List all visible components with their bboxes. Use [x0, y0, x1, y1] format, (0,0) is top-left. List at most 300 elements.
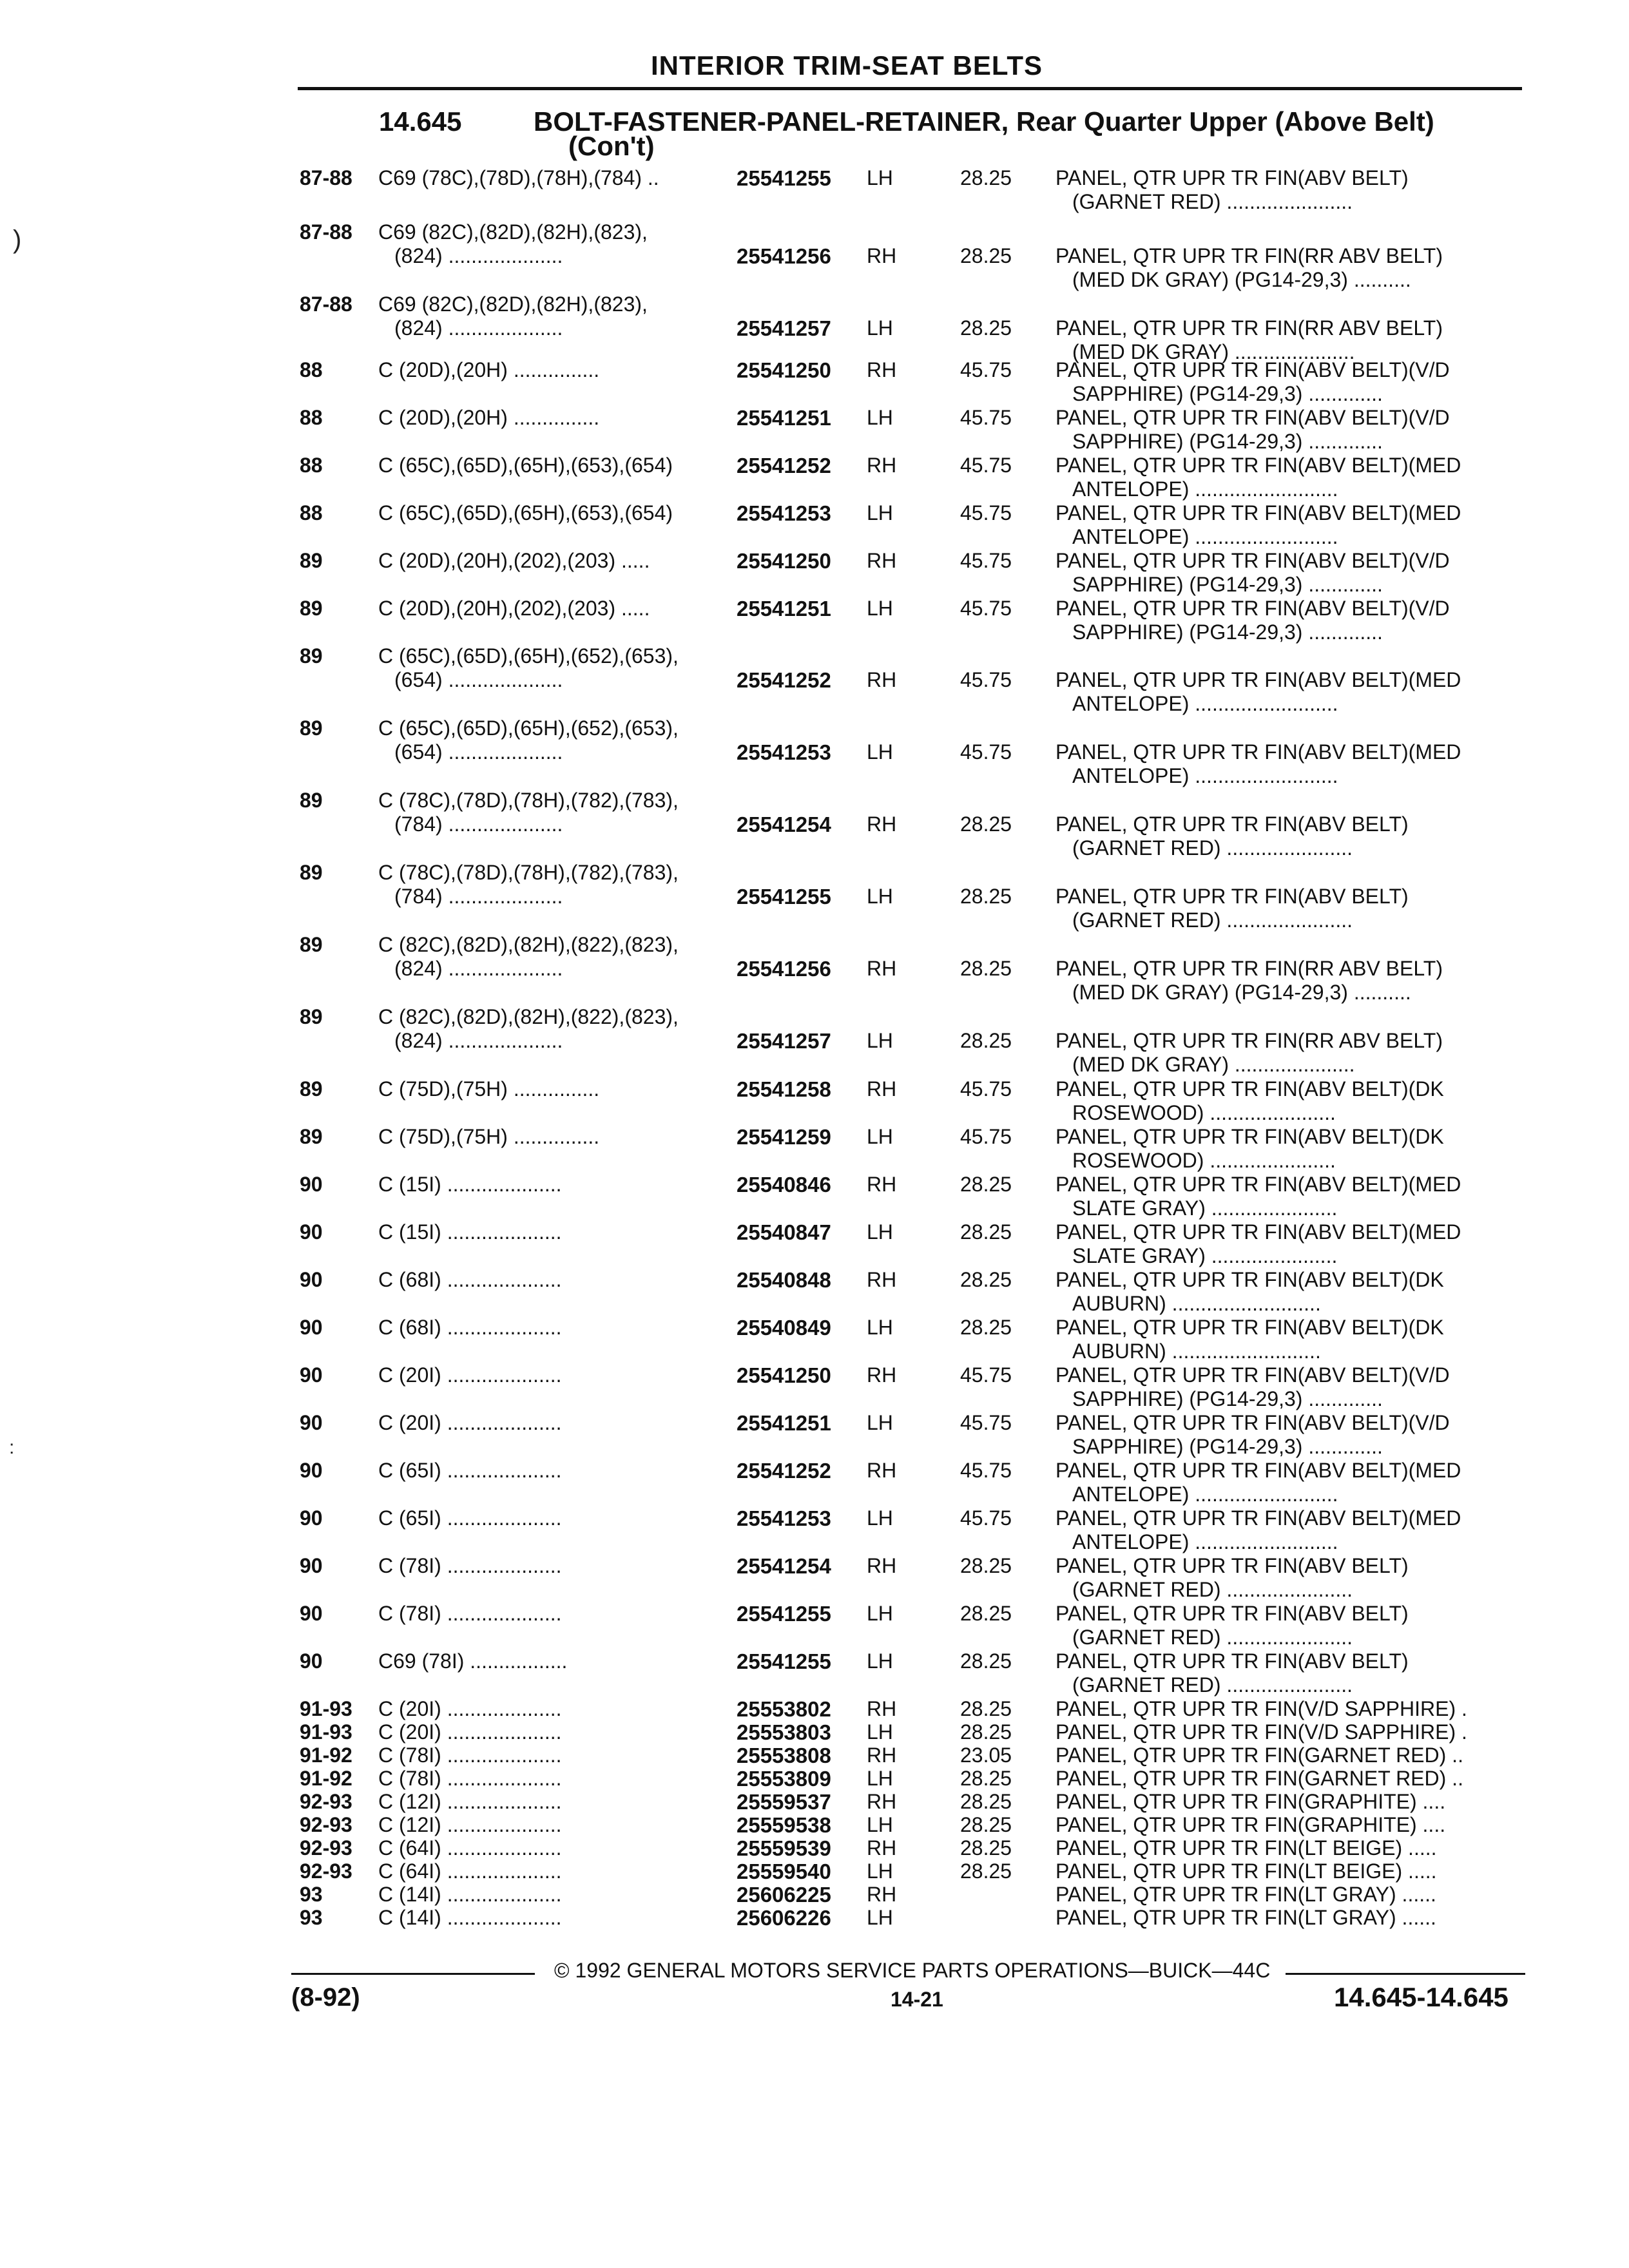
year-cell: 92-93 [300, 1790, 352, 1813]
description-line-2: (GARNET RED) ...................... [1072, 1626, 1353, 1649]
application-line-1: C (68I) .................... [378, 1316, 562, 1339]
application-line-1: C (65C),(65D),(65H),(653),(654) [378, 501, 673, 524]
application-line-2: (824) .................... [394, 957, 563, 980]
application-cell [378, 406, 726, 430]
year-cell: 89 [300, 1005, 323, 1028]
application-line-1: C69 (78C),(78D),(78H),(784) .. [378, 166, 659, 189]
year-cell: 91-93 [300, 1697, 352, 1720]
description-cell [1055, 1125, 1519, 1173]
application-cell [378, 1836, 726, 1860]
application-line-2: (654) .................... [394, 668, 563, 691]
side-cell: RH [867, 244, 897, 267]
application-cell [378, 1316, 726, 1340]
description-cell [1055, 1697, 1519, 1721]
footer-date: (8-92) [291, 1983, 360, 2012]
application-cell [378, 1813, 726, 1837]
description-line-1: PANEL, QTR UPR TR FIN(ABV BELT)(MED [1055, 1173, 1461, 1196]
application-cell [378, 293, 726, 340]
description-cell [1055, 358, 1519, 406]
description-line-2: ANTELOPE) ......................... [1072, 1483, 1338, 1506]
description-cell [1055, 1720, 1519, 1744]
description-line-1: PANEL, QTR UPR TR FIN(ABV BELT)(DK [1055, 1316, 1444, 1339]
description-line-1: PANEL, QTR UPR TR FIN(GRAPHITE) .... [1055, 1813, 1446, 1836]
application-cell [378, 1697, 726, 1721]
description-cell [1055, 454, 1519, 501]
year-cell: 89 [300, 1077, 323, 1100]
application-line-1: C (78I) .................... [378, 1767, 562, 1790]
side-cell: LH [867, 501, 893, 524]
part-number: 25541256 [737, 244, 831, 268]
application-cell [378, 1125, 726, 1149]
description-cell [1055, 1813, 1519, 1837]
application-cell [378, 716, 726, 764]
part-number: 25541257 [737, 1029, 831, 1053]
side-cell: LH [867, 740, 893, 764]
application-cell [378, 1602, 726, 1626]
description-line-1: PANEL, QTR UPR TR FIN(GARNET RED) .. [1055, 1744, 1463, 1767]
description-cell [1055, 668, 1519, 716]
application-cell [378, 1649, 726, 1673]
footer-copyright: © 1992 GENERAL MOTORS SERVICE PARTS OPERATIONS—BUICK—44C [554, 1959, 1271, 1982]
application-line-2: (824) .................... [394, 1029, 563, 1052]
application-line-1: C (75D),(75H) ............... [378, 1125, 600, 1148]
side-cell: LH [867, 1125, 893, 1148]
part-number: 25541257 [737, 316, 831, 340]
side-cell: LH [867, 1029, 893, 1052]
price-cell: 45.75 [960, 668, 1012, 691]
part-number: 25541253 [737, 501, 831, 525]
footer-section-range: 14.645-14.645 [1334, 1982, 1509, 2012]
application-line-1: C (78I) .................... [378, 1602, 562, 1625]
side-cell: LH [867, 1220, 893, 1244]
part-number: 25541255 [737, 885, 831, 908]
description-line-1: PANEL, QTR UPR TR FIN(ABV BELT)(MED [1055, 668, 1461, 691]
price-cell: 28.25 [960, 957, 1012, 980]
description-line-1: PANEL, QTR UPR TR FIN(ABV BELT)(V/D [1055, 1363, 1450, 1387]
description-line-2: ANTELOPE) ......................... [1072, 692, 1338, 715]
price-cell: 28.25 [960, 1173, 1012, 1196]
description-line-1: PANEL, QTR UPR TR FIN(ABV BELT)(DK [1055, 1077, 1444, 1100]
description-line-2: SAPPHIRE) (PG14-29,3) ............. [1072, 382, 1383, 405]
description-line-2: (MED DK GRAY) (PG14-29,3) .......... [1072, 268, 1411, 291]
description-cell [1055, 501, 1519, 549]
part-number: 25541255 [737, 166, 831, 190]
section-continued: (Con't) [568, 131, 655, 161]
description-cell [1055, 740, 1519, 788]
description-line-2: (MED DK GRAY) ..................... [1072, 1053, 1355, 1076]
price-cell: 45.75 [960, 1125, 1012, 1148]
part-number: 25541258 [737, 1077, 831, 1101]
side-cell: LH [867, 885, 893, 908]
application-line-1: C (65C),(65D),(65H),(652),(653), [378, 644, 679, 668]
application-line-1: C (20I) .................... [378, 1411, 562, 1434]
year-cell: 87-88 [300, 220, 352, 244]
description-cell [1055, 597, 1519, 644]
description-line-1: PANEL, QTR UPR TR FIN(V/D SAPPHIRE) . [1055, 1697, 1467, 1720]
side-cell: LH [867, 1316, 893, 1339]
application-line-1: C (82C),(82D),(82H),(822),(823), [378, 1005, 679, 1028]
description-line-2: SAPPHIRE) (PG14-29,3) ............. [1072, 573, 1383, 596]
description-line-1: PANEL, QTR UPR TR FIN(V/D SAPPHIRE) . [1055, 1720, 1467, 1744]
description-line-2: (GARNET RED) ...................... [1072, 190, 1353, 213]
application-cell [378, 358, 726, 382]
footer-rule-right [1286, 1973, 1525, 1975]
application-cell [378, 1767, 726, 1791]
application-cell [378, 1459, 726, 1483]
part-number: 25541252 [737, 668, 831, 692]
side-cell: RH [867, 1744, 897, 1767]
description-line-1: PANEL, QTR UPR TR FIN(LT BEIGE) ..... [1055, 1860, 1437, 1883]
application-line-2: (654) .................... [394, 740, 563, 764]
side-cell: RH [867, 812, 897, 836]
price-cell: 23.05 [960, 1744, 1012, 1767]
description-cell [1055, 1411, 1519, 1459]
year-cell: 90 [300, 1220, 323, 1244]
application-cell [378, 1268, 726, 1292]
description-cell [1055, 1173, 1519, 1220]
application-cell [378, 1744, 726, 1767]
application-cell [378, 1173, 726, 1196]
part-number: 25541252 [737, 1459, 831, 1483]
part-number: 25541254 [737, 1554, 831, 1578]
side-cell: RH [867, 549, 897, 572]
footer-page-number: 14-21 [891, 1988, 943, 2011]
application-cell [378, 933, 726, 981]
application-cell [378, 1906, 726, 1930]
description-cell [1055, 1459, 1519, 1506]
description-cell [1055, 1767, 1519, 1791]
application-cell [378, 789, 726, 836]
description-line-2: SAPPHIRE) (PG14-29,3) ............. [1072, 1435, 1383, 1458]
application-line-1: C (20I) .................... [378, 1363, 562, 1387]
application-cell [378, 501, 726, 525]
description-line-1: PANEL, QTR UPR TR FIN(GRAPHITE) .... [1055, 1790, 1446, 1813]
application-cell [378, 861, 726, 908]
side-cell: RH [867, 1268, 897, 1291]
part-number: 25540847 [737, 1220, 831, 1244]
part-number: 25541255 [737, 1602, 831, 1626]
application-line-2: (824) .................... [394, 244, 563, 267]
part-number: 25541256 [737, 957, 831, 981]
application-line-1: C (65I) .................... [378, 1459, 562, 1482]
price-cell: 45.75 [960, 597, 1012, 620]
description-cell [1055, 549, 1519, 597]
application-line-1: C (14I) .................... [378, 1883, 562, 1906]
year-cell: 90 [300, 1602, 323, 1625]
part-number: 25541259 [737, 1125, 831, 1149]
year-cell: 88 [300, 358, 323, 381]
year-cell: 93 [300, 1906, 323, 1929]
application-line-1: C (12I) .................... [378, 1813, 562, 1836]
side-cell: LH [867, 406, 893, 429]
application-cell [378, 1720, 726, 1744]
description-line-1: PANEL, QTR UPR TR FIN(ABV BELT)(MED [1055, 1459, 1461, 1482]
year-cell: 90 [300, 1411, 323, 1434]
footer-rule-left [291, 1973, 535, 1975]
description-cell [1055, 1554, 1519, 1602]
part-number: 25541254 [737, 812, 831, 836]
description-line-1: PANEL, QTR UPR TR FIN(ABV BELT)(V/D [1055, 597, 1450, 620]
section-number: 14.645 [379, 106, 462, 137]
side-cell: RH [867, 1697, 897, 1720]
description-cell [1055, 1316, 1519, 1363]
price-cell: 28.25 [960, 1720, 1012, 1744]
year-cell: 92-93 [300, 1836, 352, 1860]
description-line-1: PANEL, QTR UPR TR FIN(ABV BELT)(V/D [1055, 549, 1450, 572]
description-cell [1055, 1790, 1519, 1814]
side-cell: LH [867, 1860, 893, 1883]
description-cell [1055, 1602, 1519, 1649]
part-number: 25541255 [737, 1649, 831, 1673]
application-line-1: C (14I) .................... [378, 1906, 562, 1929]
price-cell: 45.75 [960, 549, 1012, 572]
price-cell: 45.75 [960, 740, 1012, 764]
price-cell: 28.25 [960, 1790, 1012, 1813]
price-cell: 28.25 [960, 1554, 1012, 1577]
part-number: 25541253 [737, 740, 831, 764]
description-line-1: PANEL, QTR UPR TR FIN(ABV BELT)(V/D [1055, 406, 1450, 429]
year-cell: 89 [300, 861, 323, 884]
price-cell: 45.75 [960, 1459, 1012, 1482]
application-line-2: (784) .................... [394, 885, 563, 908]
year-cell: 90 [300, 1316, 323, 1339]
description-line-1: PANEL, QTR UPR TR FIN(ABV BELT) [1055, 1554, 1409, 1577]
description-cell [1055, 1836, 1519, 1860]
part-number: 25559538 [737, 1813, 831, 1837]
year-cell: 90 [300, 1459, 323, 1482]
part-number: 25541251 [737, 406, 831, 430]
year-cell: 91-92 [300, 1767, 352, 1790]
description-line-2: ANTELOPE) ......................... [1072, 477, 1338, 501]
side-cell: RH [867, 1883, 897, 1906]
description-cell [1055, 244, 1519, 292]
year-cell: 93 [300, 1883, 323, 1906]
section-title: BOLT-FASTENER-PANEL-RETAINER, Rear Quarter Upper (Above Belt) [534, 106, 1434, 137]
description-line-2: (GARNET RED) ...................... [1072, 1578, 1353, 1601]
application-cell [378, 1411, 726, 1435]
year-cell: 88 [300, 406, 323, 429]
application-line-1: C (78I) .................... [378, 1554, 562, 1577]
description-line-1: PANEL, QTR UPR TR FIN(ABV BELT) [1055, 166, 1409, 189]
description-line-2: (GARNET RED) ...................... [1072, 836, 1353, 860]
part-number: 25559537 [737, 1790, 831, 1814]
application-line-1: C (78I) .................... [378, 1744, 562, 1767]
part-number: 25559539 [737, 1836, 831, 1860]
description-cell [1055, 1860, 1519, 1883]
part-number: 25540849 [737, 1316, 831, 1340]
application-cell [378, 1790, 726, 1814]
price-cell: 45.75 [960, 358, 1012, 381]
application-line-1: C (20D),(20H),(202),(203) ..... [378, 549, 650, 572]
year-cell: 92-93 [300, 1860, 352, 1883]
side-cell: LH [867, 1506, 893, 1530]
side-cell: RH [867, 1363, 897, 1387]
description-line-1: PANEL, QTR UPR TR FIN(ABV BELT)(MED [1055, 1220, 1461, 1244]
year-cell: 89 [300, 789, 323, 812]
application-line-1: C69 (78I) ................. [378, 1649, 568, 1673]
side-cell: RH [867, 1790, 897, 1813]
application-line-1: C (12I) .................... [378, 1790, 562, 1813]
application-cell [378, 166, 726, 190]
description-cell [1055, 1363, 1519, 1411]
part-number: 25553803 [737, 1720, 831, 1744]
year-cell: 90 [300, 1649, 323, 1673]
description-line-2: SAPPHIRE) (PG14-29,3) ............. [1072, 1387, 1383, 1410]
year-cell: 87-88 [300, 293, 352, 316]
application-cell [378, 1860, 726, 1883]
price-cell: 28.25 [960, 885, 1012, 908]
price-cell: 28.25 [960, 166, 1012, 189]
price-cell: 28.25 [960, 1029, 1012, 1052]
description-line-1: PANEL, QTR UPR TR FIN(RR ABV BELT) [1055, 1029, 1443, 1052]
price-cell: 28.25 [960, 1697, 1012, 1720]
year-cell: 89 [300, 549, 323, 572]
application-line-2: (824) .................... [394, 316, 563, 340]
application-cell [378, 1883, 726, 1907]
price-cell: 45.75 [960, 501, 1012, 524]
side-cell: LH [867, 1767, 893, 1790]
application-cell [378, 1077, 726, 1101]
side-cell: LH [867, 1602, 893, 1625]
description-cell [1055, 1506, 1519, 1554]
side-cell: RH [867, 1459, 897, 1482]
description-line-1: PANEL, QTR UPR TR FIN(RR ABV BELT) [1055, 316, 1443, 340]
side-cell: LH [867, 166, 893, 189]
year-cell: 87-88 [300, 166, 352, 189]
description-line-1: PANEL, QTR UPR TR FIN(LT GRAY) ...... [1055, 1883, 1436, 1906]
description-line-1: PANEL, QTR UPR TR FIN(ABV BELT)(MED [1055, 740, 1461, 764]
side-cell: LH [867, 1906, 893, 1929]
year-cell: 89 [300, 1125, 323, 1148]
price-cell: 28.25 [960, 812, 1012, 836]
description-line-1: PANEL, QTR UPR TR FIN(ABV BELT)(DK [1055, 1268, 1444, 1291]
price-cell: 28.25 [960, 316, 1012, 340]
application-line-1: C (20D),(20H),(202),(203) ..... [378, 597, 650, 620]
description-cell [1055, 166, 1519, 214]
description-line-2: ROSEWOOD) ...................... [1072, 1149, 1336, 1172]
application-cell [378, 1363, 726, 1387]
description-cell [1055, 1744, 1519, 1767]
description-cell [1055, 1883, 1519, 1907]
description-line-1: PANEL, QTR UPR TR FIN(ABV BELT)(MED [1055, 501, 1461, 524]
part-number: 25606225 [737, 1883, 831, 1907]
year-cell: 89 [300, 644, 323, 668]
side-cell: RH [867, 1173, 897, 1196]
description-line-1: PANEL, QTR UPR TR FIN(ABV BELT)(V/D [1055, 358, 1450, 381]
side-cell: RH [867, 1554, 897, 1577]
application-line-1: C (15I) .................... [378, 1220, 562, 1244]
description-line-1: PANEL, QTR UPR TR FIN(ABV BELT) [1055, 1649, 1409, 1673]
price-cell: 28.25 [960, 1767, 1012, 1790]
year-cell: 90 [300, 1506, 323, 1530]
part-number: 25540846 [737, 1173, 831, 1196]
part-number: 25541251 [737, 597, 831, 620]
price-cell: 28.25 [960, 1316, 1012, 1339]
description-line-1: PANEL, QTR UPR TR FIN(ABV BELT)(V/D [1055, 1411, 1450, 1434]
side-cell: RH [867, 1836, 897, 1860]
description-line-1: PANEL, QTR UPR TR FIN(ABV BELT)(DK [1055, 1125, 1444, 1148]
description-cell [1055, 1906, 1519, 1930]
side-cell: RH [867, 668, 897, 691]
year-cell: 89 [300, 597, 323, 620]
side-cell: RH [867, 957, 897, 980]
price-cell: 28.25 [960, 244, 1012, 267]
price-cell: 45.75 [960, 1506, 1012, 1530]
side-cell: RH [867, 454, 897, 477]
application-line-1: C (64I) .................... [378, 1860, 562, 1883]
description-line-2: SLATE GRAY) ...................... [1072, 1244, 1338, 1267]
application-cell [378, 1220, 726, 1244]
description-cell [1055, 1029, 1519, 1077]
side-cell: LH [867, 597, 893, 620]
application-line-1: C (20I) .................... [378, 1697, 562, 1720]
year-cell: 91-93 [300, 1720, 352, 1744]
part-number: 25553808 [737, 1744, 831, 1767]
year-cell: 89 [300, 933, 323, 956]
description-line-2: ANTELOPE) ......................... [1072, 1530, 1338, 1553]
application-line-1: C (82C),(82D),(82H),(822),(823), [378, 933, 679, 956]
margin-mark-colon: : [9, 1437, 15, 1458]
description-line-2: SAPPHIRE) (PG14-29,3) ............. [1072, 430, 1383, 453]
part-number: 25553802 [737, 1697, 831, 1721]
year-cell: 92-93 [300, 1813, 352, 1836]
year-cell: 90 [300, 1554, 323, 1577]
description-line-2: (MED DK GRAY) ..................... [1072, 340, 1355, 363]
part-number: 25559540 [737, 1860, 831, 1883]
description-cell [1055, 316, 1519, 364]
page-title: INTERIOR TRIM-SEAT BELTS [650, 50, 1043, 81]
application-line-1: C (65C),(65D),(65H),(652),(653), [378, 716, 679, 740]
description-line-1: PANEL, QTR UPR TR FIN(ABV BELT) [1055, 885, 1409, 908]
application-line-1: C (78C),(78D),(78H),(782),(783), [378, 789, 679, 812]
description-line-1: PANEL, QTR UPR TR FIN(ABV BELT)(MED [1055, 454, 1461, 477]
description-line-2: SAPPHIRE) (PG14-29,3) ............. [1072, 620, 1383, 644]
part-number: 25541253 [737, 1506, 831, 1530]
year-cell: 90 [300, 1173, 323, 1196]
application-line-1: C69 (82C),(82D),(82H),(823), [378, 293, 648, 316]
description-line-2: (MED DK GRAY) (PG14-29,3) .......... [1072, 981, 1411, 1004]
application-line-1: C (64I) .................... [378, 1836, 562, 1860]
description-cell [1055, 1077, 1519, 1125]
description-line-1: PANEL, QTR UPR TR FIN(LT GRAY) ...... [1055, 1906, 1436, 1929]
year-cell: 89 [300, 716, 323, 740]
year-cell: 88 [300, 454, 323, 477]
part-number: 25541250 [737, 1363, 831, 1387]
price-cell: 28.25 [960, 1220, 1012, 1244]
price-cell: 45.75 [960, 406, 1012, 429]
description-line-2: ROSEWOOD) ...................... [1072, 1101, 1336, 1124]
description-line-2: SLATE GRAY) ...................... [1072, 1196, 1338, 1220]
application-cell [378, 644, 726, 692]
year-cell: 88 [300, 501, 323, 524]
application-cell [378, 1005, 726, 1053]
application-line-1: C (20D),(20H) ............... [378, 406, 600, 429]
application-cell [378, 220, 726, 268]
description-line-2: (GARNET RED) ...................... [1072, 908, 1353, 932]
margin-mark-paren: ) [13, 226, 22, 254]
application-line-1: C (78C),(78D),(78H),(782),(783), [378, 861, 679, 884]
side-cell: LH [867, 316, 893, 340]
description-line-2: (GARNET RED) ...................... [1072, 1673, 1353, 1696]
application-line-1: C (15I) .................... [378, 1173, 562, 1196]
application-line-1: C69 (82C),(82D),(82H),(823), [378, 220, 648, 244]
description-line-1: PANEL, QTR UPR TR FIN(GARNET RED) .. [1055, 1767, 1463, 1790]
price-cell: 45.75 [960, 1077, 1012, 1100]
part-number: 25541252 [737, 454, 831, 477]
description-line-1: PANEL, QTR UPR TR FIN(RR ABV BELT) [1055, 957, 1443, 980]
side-cell: LH [867, 1411, 893, 1434]
year-cell: 90 [300, 1268, 323, 1291]
